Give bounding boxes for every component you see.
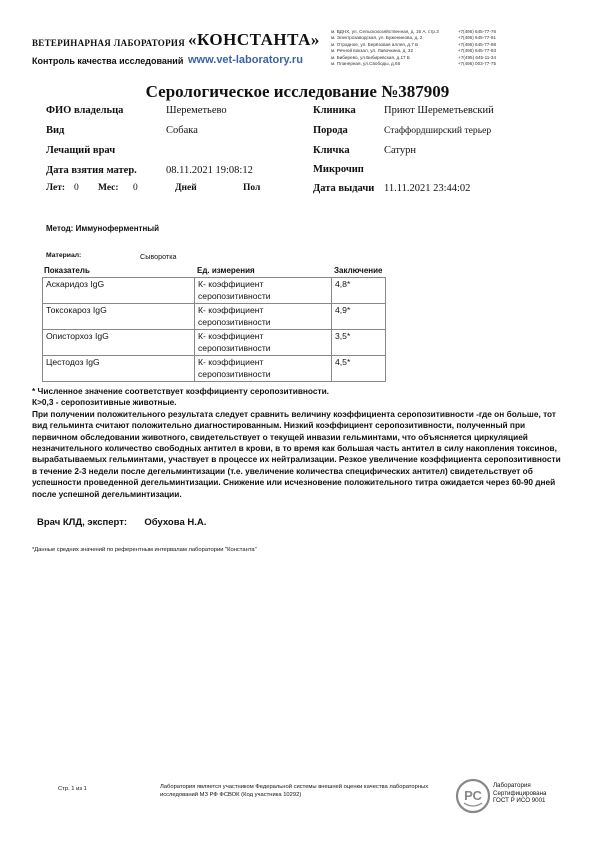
lab-website-link[interactable]: www.vet-laboratory.ru xyxy=(188,54,303,66)
address-row: м. ВДНХ, ул. Сельскохозяйственная, д. 16 А, стр.3 +7(495) 645-77-76 xyxy=(331,29,496,34)
note-threshold: К>0,3 - серопозитивные животные. xyxy=(32,397,177,408)
fsvok-participation: Лаборатория является участником Федеральной системы внешней оценки качества лабораторных исследований МЗ РФ ФСВОК (Код участника 10292) xyxy=(160,784,429,798)
sample-date-value: 08.11.2021 19:08:12 xyxy=(166,165,253,176)
cert-mark: РС xyxy=(464,788,482,803)
address-row: м. Электрозаводская, ул. Бужениновa, д. 2 +7(495) 645-77-91 xyxy=(331,35,496,41)
address-row: м. Отрадное, ул. Берёзовая аллея, д.7 Б +7(495) 645-77-98 xyxy=(331,41,496,47)
species-label: Вид xyxy=(46,125,65,136)
interpretation-notes xyxy=(32,386,562,500)
nickname-label: Кличка xyxy=(313,145,350,156)
breed-value: Стаффордширский терьер xyxy=(384,125,492,136)
doctor-signature-name: Обухова Н.А. xyxy=(144,517,207,528)
address-row: м. Речной вокзал, ул. Лавочкина, д. 32 +7(495) 645-77-93 xyxy=(331,48,496,54)
clinic-label: Клиника xyxy=(313,105,356,116)
species-value: Собака xyxy=(166,125,198,136)
owner-value: Шереметьево xyxy=(166,105,227,116)
table-row xyxy=(43,304,386,330)
reference-footnote: *Данные средних значений по референтным интервалам лаборатории "Константа" xyxy=(32,547,257,553)
address-list xyxy=(331,29,496,67)
nickname-value: Сатурн xyxy=(384,145,416,156)
table-header-unit: Ед. измерения xyxy=(197,266,255,275)
clinic-value: Приют Шереметьевский xyxy=(384,105,494,116)
row-result: 4,8* xyxy=(332,278,386,304)
results-table xyxy=(42,277,386,382)
material-label: Материал: xyxy=(46,252,82,259)
doctor-signature-label: Врач КЛД, эксперт: xyxy=(37,517,128,528)
row-unit: К- коэффициент серопозитивности xyxy=(195,278,332,304)
breed-label: Порода xyxy=(313,125,348,136)
months-label: Мес: xyxy=(98,183,119,193)
page-title: Серологическое исследование №387909 xyxy=(145,82,450,101)
sample-date-label: Дата взятия матер. xyxy=(46,165,137,176)
row-indicator: Аскаридоз IgG xyxy=(43,278,195,304)
row-unit: К- коэффициент серопозитивности xyxy=(195,330,332,356)
page-number: Стр. 1 из 1 xyxy=(58,786,87,792)
lab-tagline: Контроль качества исследований xyxy=(32,56,184,66)
table-header-indicator: Показатель xyxy=(44,266,90,275)
row-result: 3,5* xyxy=(332,330,386,356)
table-row xyxy=(43,278,386,304)
note-explanation: При получении положительного результата следует сравнить величину коэффициента серопозитивности -где он больше, тот вид гельминта считают положительно диагностированным. Низкий коэффициент серопозитивности, полученный при первичном обследовании животного, свидетельствует о текущей инвазии гельминтами, что объясняется циркуляцией незначительного количество свободных антител в крови, в то время как большая часть антител в силу накопления токсинов, вырабатываемых гельминтами, участвует в процессе их нейтрализации. Резкое увеличение коэффициента серопозитивности в течение 2-3 недели после дегельминтизации (т.е. увеличение количества специфических антител) свидетельствует об успешности проведенной дегельминтизации. Снижение или исчезновение положительного титра ожидается через 60-90 дней после успешной дегельминтизации. xyxy=(32,408,561,499)
sex-label: Пол xyxy=(243,183,261,193)
issue-date-label: Дата выдачи xyxy=(313,183,375,194)
row-result: 4,5* xyxy=(332,356,386,382)
lab-prefix: ВЕТЕРИНАРНАЯ ЛАБОРАТОРИЯ xyxy=(32,38,185,48)
address-row: м. Бибирево, ул.Бибиревская, д.17 Б +7(495) 645-11-34 xyxy=(331,54,496,60)
microchip-label: Микрочип xyxy=(313,164,364,175)
row-result: 4,9* xyxy=(332,304,386,330)
issue-date-value: 11.11.2021 23:44:02 xyxy=(384,183,471,194)
years-value: 0 xyxy=(74,183,79,193)
table-header-conclusion: Заключение xyxy=(334,266,383,275)
material-value: Сыворотка xyxy=(140,252,177,261)
row-indicator: Цестодоз IgG xyxy=(43,356,195,382)
years-label: Лет: xyxy=(46,183,66,193)
address-row: м. Планерная, ул.Свободы, д.65 +7(495) 003-77-75 xyxy=(331,61,496,67)
doctor-signature xyxy=(37,517,206,528)
row-indicator: Токсокароз IgG xyxy=(43,304,195,330)
row-indicator: Описторхоз IgG xyxy=(43,330,195,356)
months-value: 0 xyxy=(133,183,138,193)
note-asterisk: * Численное значение соответствует коэффициенту серопозитивности. xyxy=(32,386,329,396)
method-line: Метод: Иммуноферментный xyxy=(46,224,160,233)
lab-name: «КОНСТАНТА» xyxy=(188,30,320,49)
doctor-label: Лечащий врач xyxy=(46,145,116,156)
table-row xyxy=(43,330,386,356)
certification-text: Лаборатория Сертифицирована ГОСТ Р ИСО 9001 xyxy=(493,782,547,805)
owner-label: ФИО владельца xyxy=(46,105,124,116)
table-row xyxy=(43,356,386,382)
row-unit: К- коэффициент серопозитивности xyxy=(195,356,332,382)
row-unit: К- коэффициент серопозитивности xyxy=(195,304,332,330)
certification-logo-icon xyxy=(455,778,491,814)
days-label: Дней xyxy=(175,183,197,193)
